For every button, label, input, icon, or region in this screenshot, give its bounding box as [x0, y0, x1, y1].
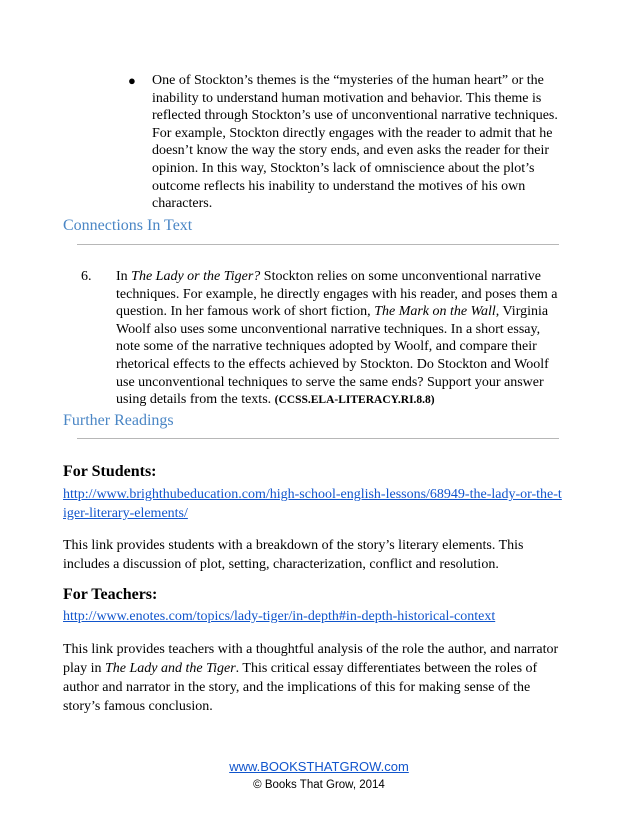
for-students-label: For Students: — [63, 463, 157, 480]
question-6 — [81, 268, 563, 410]
footer-copyright: © Books That Grow, 2014 — [253, 779, 385, 791]
teachers-resource-description — [63, 640, 563, 716]
standard-code: (CCSS.ELA-LITERACY.RI.8.8) — [274, 394, 435, 407]
bullet-marker: ● — [128, 73, 136, 88]
question-number: 6. — [81, 269, 92, 284]
question-text — [116, 268, 563, 410]
question-text-part: Stockton relies on some unconventional narrative techniques. For example, he directly engages with his reader, and poses them a question. In her famous work of short fiction, — [116, 269, 558, 320]
for-teachers-label: For Teachers: — [63, 586, 158, 603]
connections-divider — [77, 244, 559, 245]
students-resource-description: This link provides students with a breakdown of the story’s literary elements. This includes a discussion of plot, setting, characterization, conflict and resolution. — [63, 538, 524, 572]
theme-bullet — [130, 72, 560, 213]
theme-bullet-text: One of Stockton’s themes is the “mysteries of the human heart” or the inability to understand human motivation and behavior. This theme is reflected through Stockton’s use of unconventional narrative techniques. For example, Stockton directly engages with the reader to admit that he doesn’t know the way the story ends, and even asks the reader for their opinion. In this way, Stockton’s lack of omniscience about the plot’s outcome reflects his inability to understand the motives of his own characters. — [152, 73, 558, 212]
connections-heading: Connections In Text — [63, 217, 193, 234]
question-text-part: In — [116, 269, 132, 284]
work-title-lady-or-tiger: The Lady or the Tiger? — [131, 269, 261, 284]
teachers-resource-link[interactable]: http://www.enotes.com/topics/lady-tiger/in-depth#in-depth-historical-context — [63, 609, 496, 624]
footer-site-link[interactable]: www.BOOKSTHATGROW.com — [229, 759, 409, 774]
work-title-lady-and-tiger: The Lady and the Tiger — [105, 661, 236, 676]
further-readings-divider — [77, 438, 559, 439]
description-text-part: . This critical essay differentiates between the roles of author and narrator in the story, and the implications of this for making sense of the story’s famous conclusion. — [63, 661, 538, 714]
work-title-mark-on-wall: The Mark on the Wall — [374, 304, 496, 320]
question-text-part: , Virginia Woolf also uses some unconventional narrative techniques. In a short essay, note some of the narrative techniques adopted by Woolf, and compare their rhetorical effects to the effects achieved by Stockton. Do Stockton and Woolf use unconventional techniques to serve the same ends? Support your answer using details from the texts. — [116, 304, 549, 408]
further-readings-heading: Further Readings — [63, 412, 174, 429]
students-resource-link[interactable]: http://www.brighthubeducation.com/high-school-english-lessons/68949-the-lady-or-the-tiger-literary-elements/ — [63, 487, 562, 521]
description-text-part: This link provides teachers with a thoughtful analysis of the role the author, and narrator play in — [63, 642, 559, 676]
